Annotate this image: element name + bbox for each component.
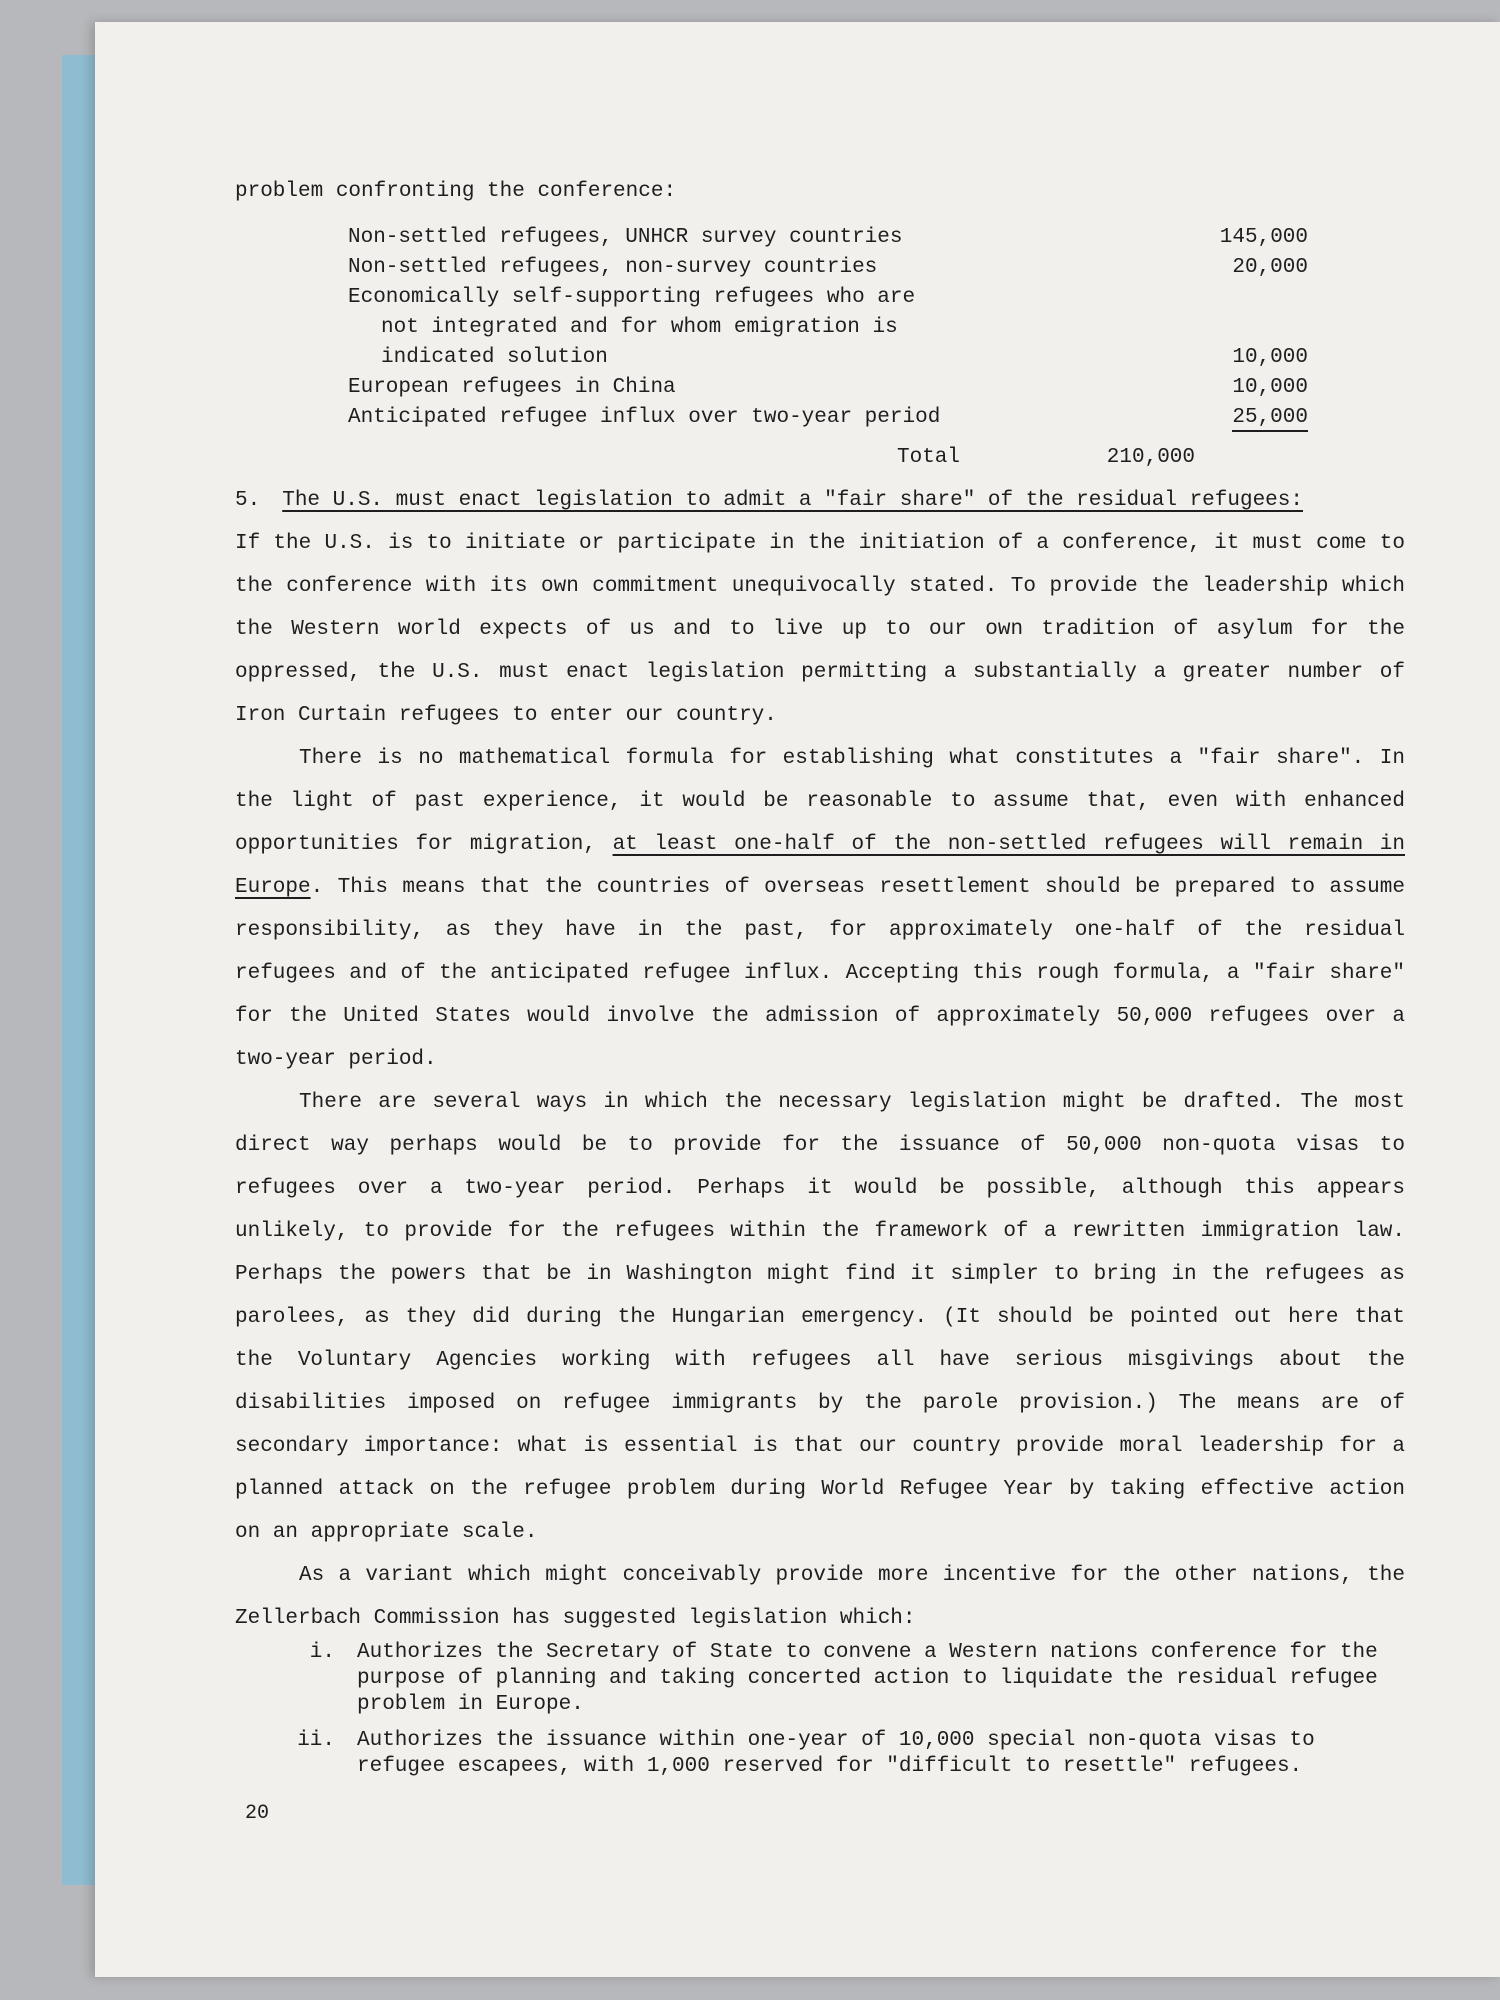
table-row <box>235 223 1405 253</box>
row-value <box>1108 283 1308 313</box>
total-row <box>235 439 1405 477</box>
table-row <box>235 403 1405 433</box>
paragraph: If the U.S. is to initiate or participate in the initiation of a conference, it must come to the conference with its own commitment unequivocally stated. To provide the leadership which the Western world expects of us and to live up to our own tradition of asylum for the oppressed, the U.S. must enact legislation permitting a substantially a greater number of Iron Curtain refugees to enter our country. <box>235 532 1405 727</box>
document-page <box>95 22 1500 1977</box>
list-text: Authorizes the issuance within one-year of 10,000 special non-quota visas to refugee escapees, with 1,000 reserved for "difficult to resettle" refugees. <box>357 1729 1315 1778</box>
row-value <box>1108 313 1308 343</box>
page-content <box>235 170 1405 1790</box>
total-value: 210,000 <box>1106 446 1195 469</box>
row-label: European refugees in China <box>348 376 676 399</box>
list-item <box>235 1728 1405 1780</box>
paragraph-text: There is no mathematical formula for establishing what constitutes a "fair share". In the light of past experience, it would be reasonable to assume that, even with enhanced opportunities for migration, <box>235 747 1405 856</box>
row-label: Non-settled refugees, non-survey countries <box>348 256 878 279</box>
section-heading <box>235 479 1405 522</box>
list-marker: i. <box>309 1641 335 1664</box>
row-label: not integrated and for whom emigration is <box>381 316 898 339</box>
list-item <box>235 1640 1405 1718</box>
paragraph: There are several ways in which the necessary legislation might be drafted. The most direct way perhaps would be to provide for the issuance of 50,000 non-quota visas to refugees over a two-year period. Perhaps it would be possible, although this appears unlikely, to provide for the refugees within the framework of a rewritten immigration law. Perhaps the powers that be in Washington might find it simpler to bring in the refugees as parolees, as they did during the Hungarian emergency. (It should be pointed out here that the Voluntary Agencies working with refugees all have serious misgivings about the disabilities imposed on refugee immigrants by the parole provision.) The means are of secondary importance: what is essential is that our country provide moral leadership for a planned attack on the refugee problem during World Refugee Year by taking effective action on an appropriate scale. <box>235 1091 1405 1544</box>
legislation-list <box>235 1640 1405 1780</box>
table-row <box>235 283 1405 313</box>
list-marker: ii. <box>297 1729 335 1752</box>
row-label: indicated solution <box>381 346 608 369</box>
row-value: 10,000 <box>1232 346 1308 369</box>
underlined-phrase: at least one-half of the non-settled refugees will remain in Europe <box>235 833 1406 899</box>
paragraph <box>235 737 1405 1081</box>
table-row <box>235 373 1405 403</box>
row-value: 20,000 <box>1232 256 1308 279</box>
table-row <box>235 343 1405 373</box>
lead-line: problem confronting the conference: <box>235 180 677 203</box>
section-heading-text: The U.S. must enact legislation to admit a "fair share" of the residual refugees: <box>282 489 1303 512</box>
row-label: Non-settled refugees, UNHCR survey countries <box>348 226 903 249</box>
refugee-figures-table <box>235 223 1405 477</box>
row-value: 145,000 <box>1219 226 1308 249</box>
row-value: 10,000 <box>1232 376 1308 399</box>
row-label: Anticipated refugee influx over two-year period <box>348 406 941 429</box>
ruled-value: 25,000 <box>1232 406 1308 432</box>
section-number: 5. <box>235 489 261 512</box>
row-value <box>1108 403 1308 433</box>
page-number: 20 <box>245 1802 270 1825</box>
table-row <box>235 313 1405 343</box>
row-label: Economically self-supporting refugees who are <box>348 286 916 309</box>
list-text: Authorizes the Secretary of State to convene a Western nations conference for the purpose of planning and taking concerted action to liquidate the residual refugee problem in Europe. <box>357 1641 1378 1716</box>
paragraph-text: . This means that the countries of overseas resettlement should be prepared to assume responsibility, as they have in the past, for approximately one-half of the residual refugees and of the anticipated refugee influx. Accepting this rough formula, a "fair share" for the United States would involve the admission of approximately 50,000 refugees over a two-year period. <box>235 876 1405 1071</box>
paragraph: As a variant which might conceivably provide more incentive for the other nations, the Zellerbach Commission has suggested legislation which: <box>235 1564 1405 1630</box>
total-label: Total <box>896 446 960 469</box>
table-row <box>235 253 1405 283</box>
